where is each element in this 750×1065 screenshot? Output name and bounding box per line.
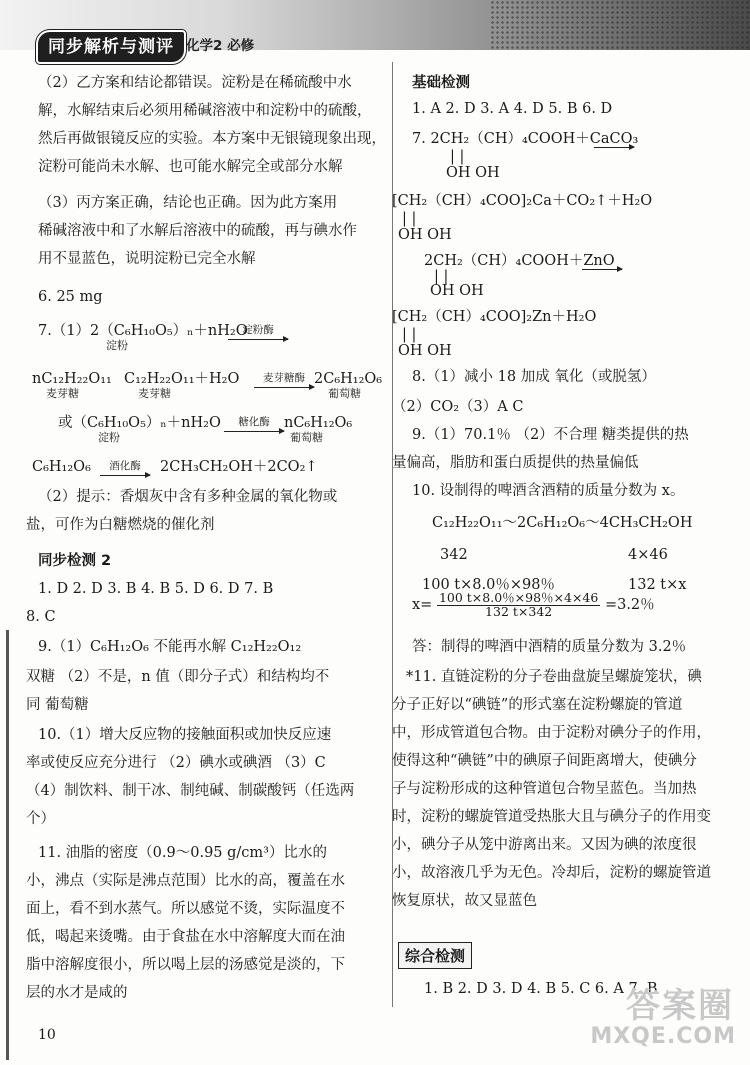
left-column-line: 个） — [26, 811, 55, 827]
left-column-line: 用不显蓝色，说明淀粉已完全水解 — [38, 251, 256, 267]
arrow-label-amylase: 淀粉酶 — [242, 323, 274, 336]
right-column-line: （2）CO₂（3）A C — [392, 399, 524, 415]
left-column-line: （2）乙方案和结论都错误。淀粉是在稀硫酸中水 — [38, 75, 352, 91]
left-column-line: （3）丙方案正确，结论也正确。因为此方案用 — [38, 195, 338, 211]
right-column-line: OH OH — [398, 343, 452, 359]
right-column-line: | | — [434, 269, 449, 285]
book-title-badge: 同步解析与测评 — [36, 30, 186, 64]
subject-label: 化学2 必修 — [186, 38, 255, 54]
reaction-arrow-3 — [222, 415, 286, 439]
right-column-line: 4×46 — [628, 547, 668, 563]
right-column-line: 分子正好以“碘链”的形式塞在淀粉螺旋的管道 — [392, 697, 683, 713]
watermark-logo — [589, 978, 744, 1058]
right-column-line: 8.（1）减小 18 加成 氧化（或脱氢） — [412, 369, 656, 385]
left-column-line: 同步检测 2 — [38, 553, 112, 569]
left-column-line: 葡萄糖 — [328, 387, 361, 400]
reaction-arrow-2 — [252, 371, 316, 395]
reaction-arrow-4 — [98, 459, 152, 483]
arrow-label-saccharifying-enzyme: 糖化酶 — [238, 415, 270, 428]
right-column-line: 小，故溶液几乎为无色。冷却后，淀粉的螺旋管道 — [392, 865, 711, 881]
left-column-line: 面上，看不到水蒸气。所以感觉不烫，实际温度不 — [26, 901, 345, 917]
right-column-line: 小，碘分子从笼中游离出来。又因为碘的浓度很 — [392, 837, 697, 853]
right-column-line: 342 — [440, 547, 468, 563]
right-column-line: OH OH — [398, 227, 452, 243]
equation-denominator: 132 t×342 — [485, 603, 553, 619]
arrow-label-maltase: 麦芽糖酶 — [263, 371, 305, 384]
left-column-line: nC₁₂H₂₂O₁₁ — [32, 371, 112, 387]
left-column-line: 6. 25 mg — [38, 289, 103, 305]
left-column-line: 层的水才是咸的 — [26, 985, 128, 1001]
left-column-line: 10.（1）增大反应物的接触面积或加快反应速 — [38, 727, 332, 743]
page-edge-shadow — [6, 630, 9, 1060]
left-column-line: （4）制饮料、制干冰、制纯碱、制碳酸钙（任选两 — [26, 783, 355, 799]
right-column-line: 基础检测 — [412, 75, 470, 91]
right-column-line: *11. 直链淀粉的分子卷曲盘旋呈螺旋笼状，碘 — [406, 669, 702, 685]
left-column-line: 麦芽糖 — [138, 387, 171, 400]
left-column-line: 脂中溶解度很小，所以喝上层的汤感觉是淡的，下 — [26, 957, 345, 973]
arrow-label-zymase: 酒化酶 — [109, 459, 141, 472]
right-column-line: 9.（1）70.1％ （2）不合理 糖类提供的热 — [412, 427, 689, 443]
right-column-line: C₁₂H₂₂O₁₁～2C₆H₁₂O₆～4CH₃CH₂OH — [432, 515, 693, 531]
right-column-line: 答：制得的啤酒中酒精的质量分数为 3.2％ — [412, 639, 687, 655]
left-column-line: nC₆H₁₂O₆ — [284, 415, 353, 431]
equation-rhs: =3.2％ — [604, 597, 655, 613]
left-column-line: 淀粉可能尚未水解、也可能水解完全或部分水解 — [38, 159, 343, 175]
watermark-url: MXQE.COM — [590, 1024, 736, 1049]
right-column-line: 1. A 2. D 3. A 4. D 5. B 6. D — [412, 101, 613, 117]
right-column-line: 1. B 2. D 3. D 4. B 5. C 6. A 7. B — [424, 981, 658, 997]
left-column-line: 低，喝起来烫嘴。由于食盐在水中溶解度大而在油 — [26, 929, 345, 945]
right-column-line: 子与淀粉形成的这种管道包合物呈蓝色。当加热 — [392, 781, 697, 797]
right-column-line: 使得这种“碘链”中的碘原子间距离增大，使碘分 — [392, 753, 697, 769]
right-column-line: 2CH₂（CH）₄COOH＋ZnO — [424, 253, 615, 269]
mass-fraction-equation — [412, 592, 655, 618]
right-column-line: [CH₂（CH）₄COO]₂Zn＋H₂O — [392, 309, 597, 325]
reaction-arrow-5 — [592, 140, 636, 155]
equation-lhs: x= — [412, 597, 433, 613]
reaction-arrow-1 — [226, 323, 290, 347]
left-column-line: 2CH₃CH₂OH＋2CO₂↑ — [160, 459, 318, 475]
right-column-line: | | — [402, 211, 417, 227]
left-column-line: 率或使反应充分进行 （2）碘水或碘酒 （3）C — [26, 755, 326, 771]
left-column-line: C₆H₁₂O₆ — [32, 459, 91, 475]
left-column-line: 11. 油脂的密度（0.9～0.95 g/cm³）比水的 — [38, 845, 327, 861]
left-column-line: 淀粉 — [98, 431, 120, 444]
header-pattern — [490, 0, 750, 50]
reaction-arrow-6 — [580, 262, 624, 277]
watermark-text: 答案圈 — [626, 986, 734, 1026]
left-column-line: 2C₆H₁₂O₆ — [314, 371, 383, 387]
left-column-line: 麦芽糖 — [46, 387, 79, 400]
right-column-line: 10. 设制得的啤酒含酒精的质量分数为 x。 — [412, 483, 685, 499]
left-column-line: 小，沸点（实际是沸点范围）比水的高，覆盖在水 — [26, 873, 345, 889]
left-column-line: 或（C₆H₁₀O₅）ₙ＋nH₂O — [58, 415, 221, 431]
right-column-line: OH OH — [430, 283, 484, 299]
left-column-line: 解，水解结束后必须用稀碱溶液中和淀粉中的硫酸， — [38, 103, 372, 119]
right-column-line: | | — [450, 149, 465, 165]
right-column-line: 恢复原状，故又显蓝色 — [392, 893, 537, 909]
right-column-line: 7. 2CH₂（CH）₄COOH＋CaCO₃ — [412, 131, 639, 147]
left-column-line: 双糖 （2）不是，n 值（即分子式）和结构均不 — [26, 669, 330, 685]
equation-numerator: 100 t×8.0％×98％×4×46 — [438, 590, 599, 605]
left-column-line: 然后再做银镜反应的实验。本方案中无银镜现象出现， — [38, 131, 386, 147]
right-column-line: 132 t×x — [628, 577, 687, 593]
equation-fraction — [437, 592, 600, 618]
left-column-line: 1. D 2. D 3. B 4. B 5. D 6. D 7. B — [38, 581, 274, 597]
right-column-line: [CH₂（CH）₄COO]₂Ca＋CO₂↑＋H₂O — [392, 193, 653, 209]
left-column-line: 葡萄糖 — [290, 431, 323, 444]
left-column-line: 7.（1）2（C₆H₁₀O₅）ₙ＋nH₂O — [38, 323, 248, 339]
left-column-line: 9.（1）C₆H₁₂O₆ 不能再水解 C₁₂H₂₂O₁₂ — [38, 639, 302, 655]
left-column-line: 同 葡萄糖 — [26, 697, 89, 713]
right-column-line: 时，淀粉的螺旋管道受热胀大且与碘分子的作用变 — [392, 809, 711, 825]
left-column-line: 淀粉 — [106, 339, 128, 352]
page-number: 10 — [38, 1027, 56, 1043]
left-column-line: 8. C — [26, 609, 56, 625]
left-column-line: C₁₂H₂₂O₁₁＋H₂O — [124, 371, 240, 387]
right-column-line: 中，形成管道包合物。由于淀粉对碘分子的作用， — [392, 725, 711, 741]
right-column-line: 量偏高，脂肪和蛋白质提供的热量偏低 — [392, 455, 639, 471]
section-box-comprehensive-test: 综合检测 — [398, 942, 472, 969]
left-column-line: 盐，可作为白糖燃烧的催化剂 — [26, 517, 215, 533]
left-column-line: 稀碱溶液中和了水解后溶液中的硫酸，再与碘水作 — [38, 223, 357, 239]
left-column-line: （2）提示：香烟灰中含有多种金属的氧化物或 — [38, 489, 338, 505]
right-column-line: 100 t×8.0％×98％ — [422, 577, 555, 593]
right-column-line: OH OH — [446, 165, 500, 181]
right-column-line: | | — [402, 327, 417, 343]
